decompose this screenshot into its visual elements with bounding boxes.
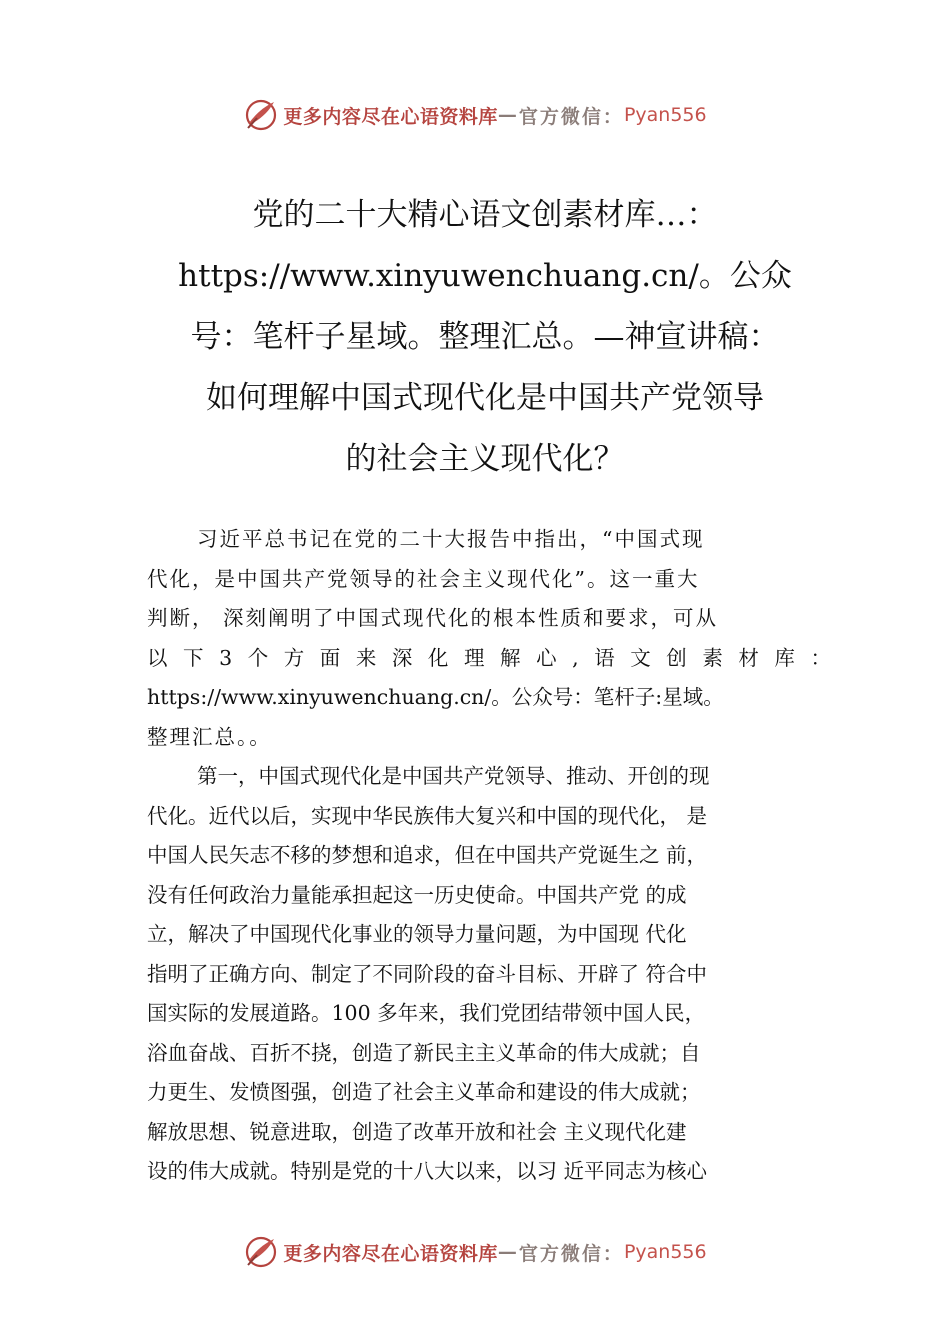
text-line: 代化。近代以后，实现中华民族伟大复兴和中国的现代化， 是 <box>147 803 708 828</box>
word: 以 <box>147 645 168 670</box>
word: 3 <box>219 645 233 670</box>
banner-wechat-label: 官方微信： <box>518 105 624 128</box>
text-line: 设的伟大成就。特别是党的十八大以来，以习 近平同志为核心 <box>147 1159 708 1183</box>
header-banner <box>0 95 950 135</box>
word: 深 <box>391 645 413 670</box>
text-line: 指明了正确方向、制定了不同阶段的奋斗目标、开辟了 符合中 <box>147 961 708 986</box>
word: 材 <box>738 645 759 670</box>
word: 创 <box>666 645 687 670</box>
text-line: 立，解决了中国现代化事业的领导力量问题，为中国现 代化 <box>147 922 687 946</box>
word: 下 <box>183 645 204 670</box>
banner-wechat-label: 官方微信： <box>518 1242 624 1265</box>
text-line: 第一，中国式现代化是中国共产党领导、推动、开创的现 <box>197 764 710 788</box>
word: 化 <box>427 645 449 670</box>
word: 素 <box>702 645 723 670</box>
title-line: 党的二十大精心语文创素材库…： <box>252 197 718 233</box>
word: 语 <box>594 645 615 670</box>
banner-wechat-handle: Pyan556 <box>623 104 707 126</box>
paragraph-intro <box>147 520 831 757</box>
text-line: 国实际的发展道路。100 多年来，我们党团结带领中国人民， <box>147 1001 706 1025</box>
text-line: 浴血奋战、百折不挠，创造了新民主主义革命的伟大成就；自 <box>147 1040 701 1065</box>
text-line: 整理汇总。。 <box>147 724 272 749</box>
quill-logo-icon <box>243 1234 279 1270</box>
banner-site-name: 更多内容尽在心语资料库 <box>283 1242 498 1265</box>
document-body <box>147 520 831 1192</box>
text-line: 代化，是中国共产党领导的社会主义现代化”。这一重大 <box>147 566 700 591</box>
title-line: 的社会主义现代化？ <box>345 441 625 477</box>
title-line: https://www.xinyuwenchuang.cn/。公众 <box>178 258 792 294</box>
text-line-url: https://www.xinyuwenchuang.cn/。公众号：笔杆子:星域。 <box>147 685 724 709</box>
word: 心 <box>536 645 557 670</box>
document-title <box>140 185 830 490</box>
text-line: 力更生、发愤图强，创造了社会主义革命和建设的伟大成就； <box>147 1080 701 1104</box>
text-line: 解放思想、锐意进取，创造了改革开放和社会 主义现代化建 <box>147 1119 687 1144</box>
banner-wechat-handle: Pyan556 <box>623 1241 707 1263</box>
word: ： <box>810 645 831 670</box>
banner-site-name: 更多内容尽在心语资料库 <box>283 105 498 128</box>
word: 来 <box>355 645 377 670</box>
text-line: 习近平总书记在党的二十大报告中指出，“中国式现 <box>197 527 705 551</box>
word: 个 <box>247 645 269 670</box>
text-line: 判断， 深刻阐明了中国式现代化的根本性质和要求，可从 <box>147 606 719 630</box>
word: 面 <box>319 645 341 670</box>
title-line: 如何理解中国式现代化是中国共产党领导 <box>206 380 764 416</box>
title-line: 号：笔杆子星域。整理汇总。—神宣讲稿： <box>190 319 780 355</box>
banner-dash: — <box>497 1241 519 1263</box>
footer-banner <box>0 1232 950 1272</box>
word: 理 <box>463 645 485 670</box>
text-line-justified <box>147 639 831 679</box>
paragraph-first-point <box>147 757 831 1192</box>
text-line: 没有任何政治力量能承担起这一历史使命。中国共产党 的成 <box>147 882 687 907</box>
text-line: 中国人民矢志不移的梦想和追求，但在中国共产党诞生之 前， <box>147 843 708 867</box>
word: 库 <box>774 645 795 670</box>
quill-logo-icon <box>243 97 279 133</box>
banner-dash: — <box>497 104 519 126</box>
word: 解 <box>500 645 521 670</box>
word: 方 <box>283 645 305 670</box>
word: 文 <box>630 645 651 670</box>
word: , <box>572 645 579 670</box>
